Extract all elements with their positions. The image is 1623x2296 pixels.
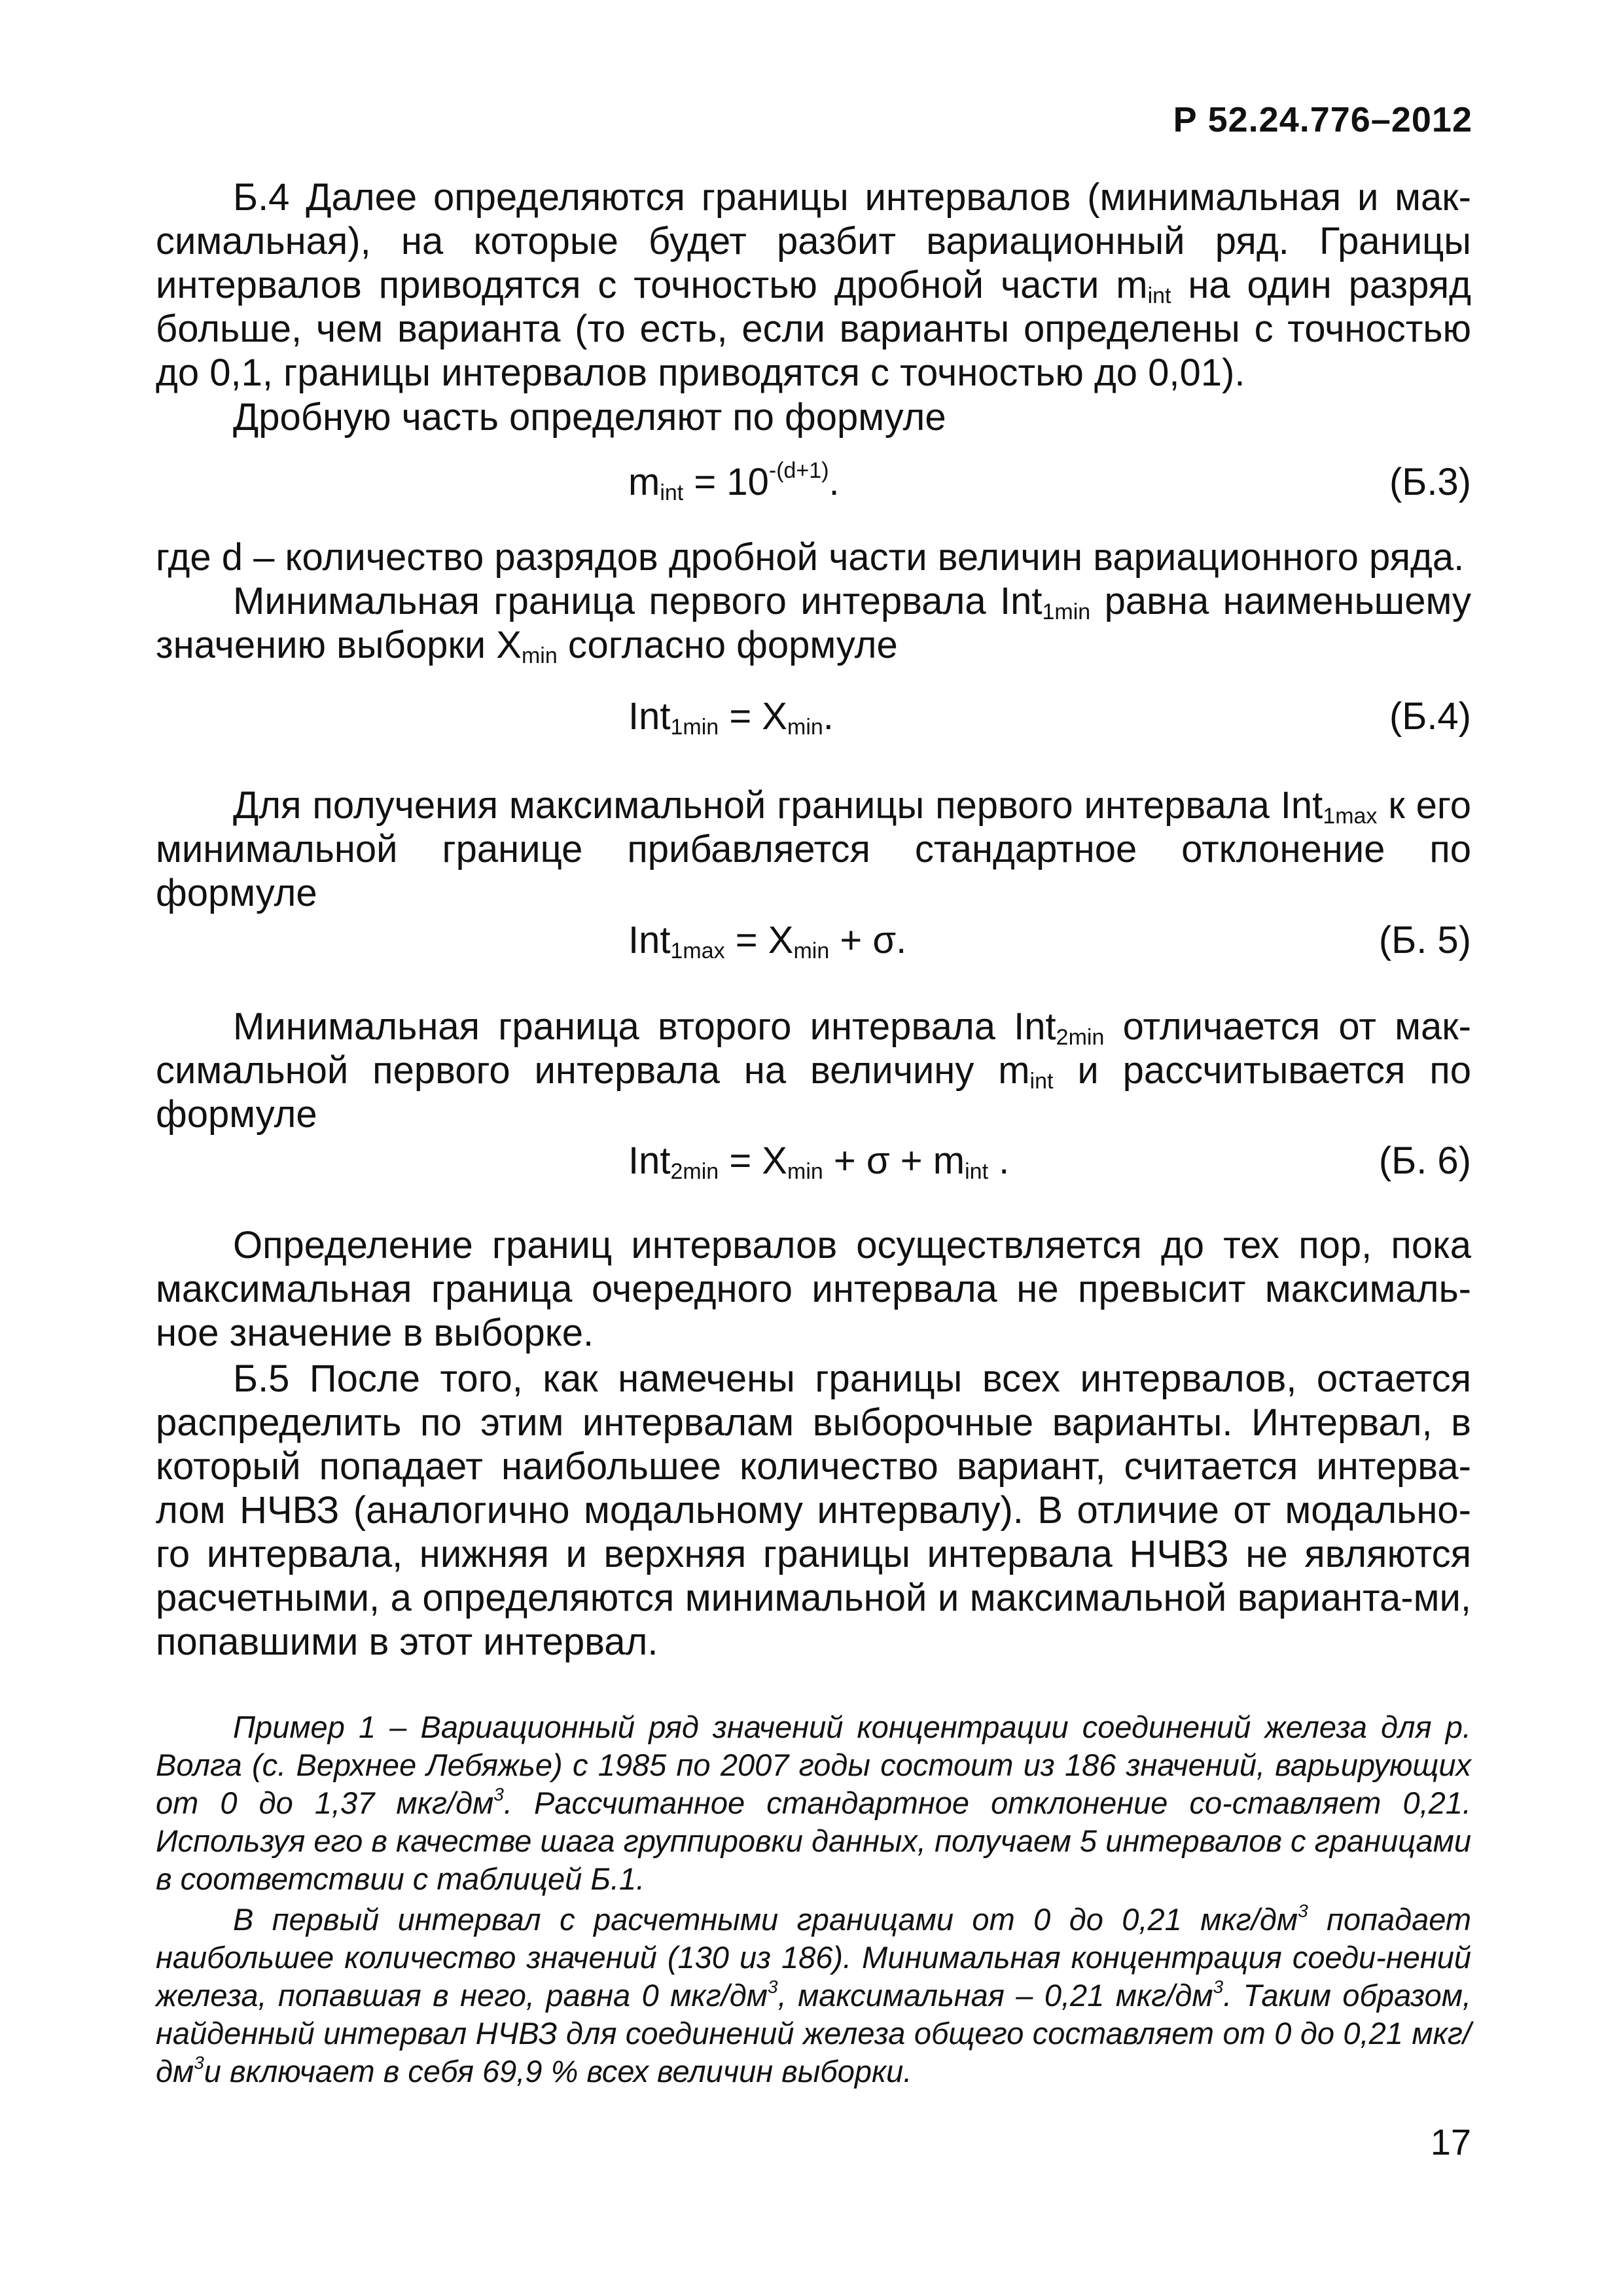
paragraph-b4-sub: int — [1147, 283, 1171, 308]
formula-b6-a: Int — [628, 1139, 671, 1182]
example-1-text-a: Пример 1 – Вариационный ряд значений концентрации соединений железа для р. Волга (с. Верхнее Лебяжье) с 1985 по 2007 годы состоит из 186 значений, варьирующих от 0 до 1,37 мкг/дм — [156, 1710, 1471, 1820]
formula-b3-end: . — [829, 461, 840, 503]
formula-b6-c: + σ + m — [823, 1139, 965, 1182]
formula-b4-b: = X — [719, 695, 787, 738]
formula-b3 — [628, 460, 840, 504]
paragraph-int1max-sub: 1max — [1323, 804, 1378, 829]
formula-b3-sup: -(d+1) — [768, 458, 829, 483]
example-1-cont-text-d: . Таким образом, найденный интервал НЧВЗ для соединений железа общего составляет от 0 до 0,21 мкг/дм — [156, 1978, 1471, 2089]
example-1-sup: 3 — [493, 1784, 504, 1804]
paragraph-int1min — [156, 579, 1471, 667]
paragraph-int2min — [156, 1005, 1471, 1136]
example-1-cont-sup-3: 3 — [1213, 1977, 1224, 1997]
formula-b4 — [628, 694, 834, 738]
formula-b3-number: (Б.3) — [1389, 461, 1471, 503]
paragraph-int2min-text-c: и рассчитывается по формуле — [156, 1049, 1471, 1136]
paragraph-b5: Б.5 После того, как намечены границы всех интервалов, остается распределить по этим интервалам выборочные варианты. Интервал, в который попадает наибольшее количество вариант, считается интерва-лом НЧВЗ (аналогично модальному интервалу). В отличие от модально-го интервала, нижняя и верхняя границы интервала НЧВЗ не являются расчетными, а определяются минимальной и максимальной варианта-ми, попавшими в этот интервал. — [156, 1357, 1471, 1663]
paragraph-int1min-sub-b: min — [521, 643, 558, 668]
formula-b4-sub-a: 1min — [670, 715, 719, 740]
paragraph-int1min-text-a: Минимальная граница первого интервала Int — [233, 580, 1043, 622]
paragraph-int2min-text-a: Минимальная граница второго интервала Int — [233, 1005, 1056, 1048]
formula-b5-number: (Б. 5) — [1378, 919, 1471, 961]
formula-b6 — [628, 1139, 1009, 1183]
example-1-text-b: . Рассчитанное стандартное отклонение со-ставляет 0,21. Используя его в качестве шага группировки данных, получаем 5 интервалов с границами в соответствии с таблицей Б.1. — [156, 1785, 1471, 1896]
example-1-cont-sup-2: 3 — [768, 1977, 778, 1997]
formula-b5-c: + σ. — [829, 919, 907, 961]
formula-b6-d: . — [988, 1139, 1010, 1182]
formula-b4-sub-b: min — [787, 715, 823, 740]
paragraph-int1max — [156, 783, 1471, 915]
example-1-cont-sup-1: 3 — [1298, 1901, 1308, 1921]
formula-b6-sub-c: int — [965, 1159, 989, 1184]
paragraph-int1min-sub-a: 1min — [1042, 600, 1091, 624]
formula-b6-b: = X — [719, 1139, 787, 1182]
formula-b6-number: (Б. 6) — [1378, 1139, 1471, 1182]
example-1-cont-text-b: попадает наибольшее количество значений (130 из 186). Минимальная концентрация соеди-нений железа, попавшая в него, равна 0 мкг/дм — [156, 1902, 1471, 2013]
formula-b6-sub-b: min — [787, 1159, 823, 1184]
paragraph-int1min-text-b: равна наименьшему значению выборки X — [156, 580, 1471, 666]
paragraph-int1max-text-a: Для получения максимальной границы первого интервала Int — [233, 784, 1323, 827]
paragraph-boundaries: Определение границ интервалов осуществляется до тех пор, пока максимальная граница очередного интервала не превысит максималь-ное значение в выборке. — [156, 1224, 1471, 1354]
paragraph-int1min-text-c: согласно формуле — [557, 624, 898, 666]
example-1-cont-text-c: , максимальная – 0,21 мкг/дм — [777, 1978, 1213, 2013]
formula-b4-number: (Б.4) — [1389, 695, 1471, 738]
page-number: 17 — [1430, 2121, 1471, 2162]
paragraph-int2min-text-b: отличается от мак-симальной первого интервала на величину m — [156, 1005, 1471, 1092]
formula-b4-a: Int — [628, 695, 671, 738]
paragraph-int2min-sub-b: int — [1029, 1069, 1054, 1094]
example-1-cont-text-a: В первый интервал с расчетными границами от 0 до 0,21 мкг/дм — [233, 1902, 1298, 1937]
example-1-cont-text-e: и включает в себя 69,9 % всех величин выборки. — [204, 2054, 912, 2089]
example-1-cont-sup-4: 3 — [194, 2053, 204, 2073]
formula-b5-a: Int — [628, 919, 671, 961]
paragraph-int2min-sub-a: 2min — [1056, 1025, 1105, 1050]
formula-b6-sub-a: 2min — [670, 1159, 719, 1184]
formula-b3-mid: = 10 — [683, 461, 769, 503]
formula-b5-sub-b: min — [793, 939, 830, 963]
paragraph-b4-text-a: Б.4 Далее определяются границы интервалов (минимальная и мак-симальная), на которые будет разбит вариационный ряд. Границы интервалов приводятся с точностью дробной части m — [156, 176, 1471, 306]
example-1 — [156, 1708, 1471, 1898]
document-number: Р 52.24.776–2012 — [1173, 100, 1472, 139]
paragraph-b4 — [156, 175, 1471, 395]
formula-b3-base: m — [628, 461, 660, 503]
paragraph-where-d: где d – количество разрядов дробной части величин вариационного ряда. — [156, 536, 1465, 579]
paragraph-int1max-text-b: к его минимальной границе прибавляется стандартное отклонение по формуле — [156, 784, 1471, 914]
example-1-continued — [156, 1901, 1471, 2090]
paragraph-b4-text-b: на один разряд больше, чем варианта (то есть, если варианты определены с точностью до 0,1, границы интервалов приводятся с точностью до 0,01). — [156, 264, 1472, 394]
formula-b5-sub-a: 1max — [670, 939, 725, 963]
formula-b3-sub: int — [660, 480, 684, 505]
formula-b5 — [628, 918, 906, 962]
formula-b5-b: = X — [724, 919, 794, 961]
paragraph-formula-intro: Дробную часть определяют по формуле — [233, 396, 946, 439]
formula-b4-c: . — [823, 695, 834, 738]
